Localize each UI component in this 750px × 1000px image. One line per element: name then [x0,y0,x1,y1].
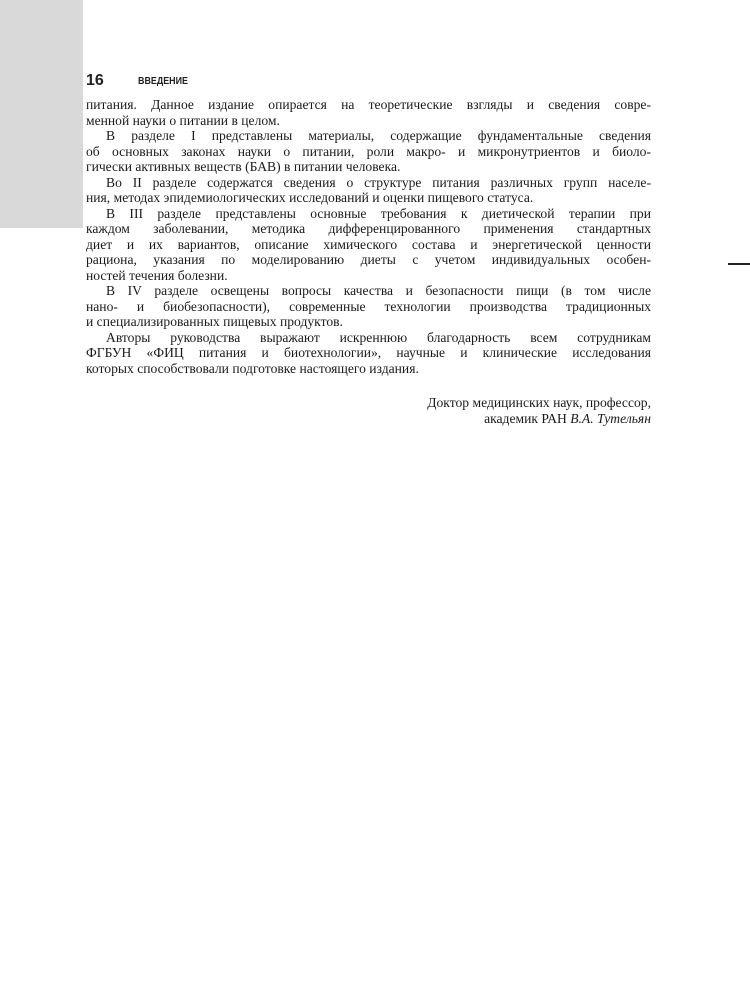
page-number: 16 [86,72,104,89]
text-line: которых способствовали подготовке настоящего издания. [86,360,419,376]
running-title: ВВЕДЕНИЕ [138,75,188,87]
text-line: питания. Данное издание опирается на теоретические взгляды и сведения совре- [86,97,651,112]
text-line: В III разделе представлены основные требования к диетической терапии при [106,205,651,221]
text-line: Во II разделе содержатся сведения о структуре питания различных групп населе- [106,174,651,190]
text-line: и специализированных пищевых продуктов. [86,314,343,329]
signature-title: академик РАН [484,411,567,426]
text-line: диет и их вариантов, описание химического состава и энергетической ценности [86,236,651,252]
text-line: В IV разделе освещены вопросы качества и безопасности пищи (в том числе [106,283,651,298]
body-text [86,97,651,376]
text-line: ностей течения болезни. [86,267,228,283]
signature [427,395,651,427]
text-line: рациона, указания по моделированию диеты с учетом индивидуальных особен- [86,252,651,267]
text-line: ФГБУН «ФИЦ питания и биотехнологии», научные и клинические исследования [86,345,651,360]
text-line: менной науки о питании в целом. [86,112,280,128]
text-line: каждом заболевании, методика дифференцированного применения стандартных [86,221,651,236]
text-line: ния, методах эпидемиологических исследований и оценки пищевого статуса. [86,190,534,205]
text-line: гически активных веществ (БАВ) в питании человека. [86,159,401,174]
text-line: об основных законах науки о питании, роли макро- и микронутриентов и биоло- [86,143,651,159]
text-line: Авторы руководства выражают искреннюю благодарность всем сотрудникам [106,329,651,345]
signature-name: В.А. Тутельян [570,411,651,426]
page-margin-tab [0,0,83,228]
text-line: В разделе I представлены материалы, содержащие фундаментальные сведения [106,128,651,143]
text-line: нано- и биобезопасности), современные технологии производства традиционных [86,298,651,314]
signature-degree: Доктор медицинских наук, профессор, [427,395,651,410]
margin-mark [728,263,750,265]
